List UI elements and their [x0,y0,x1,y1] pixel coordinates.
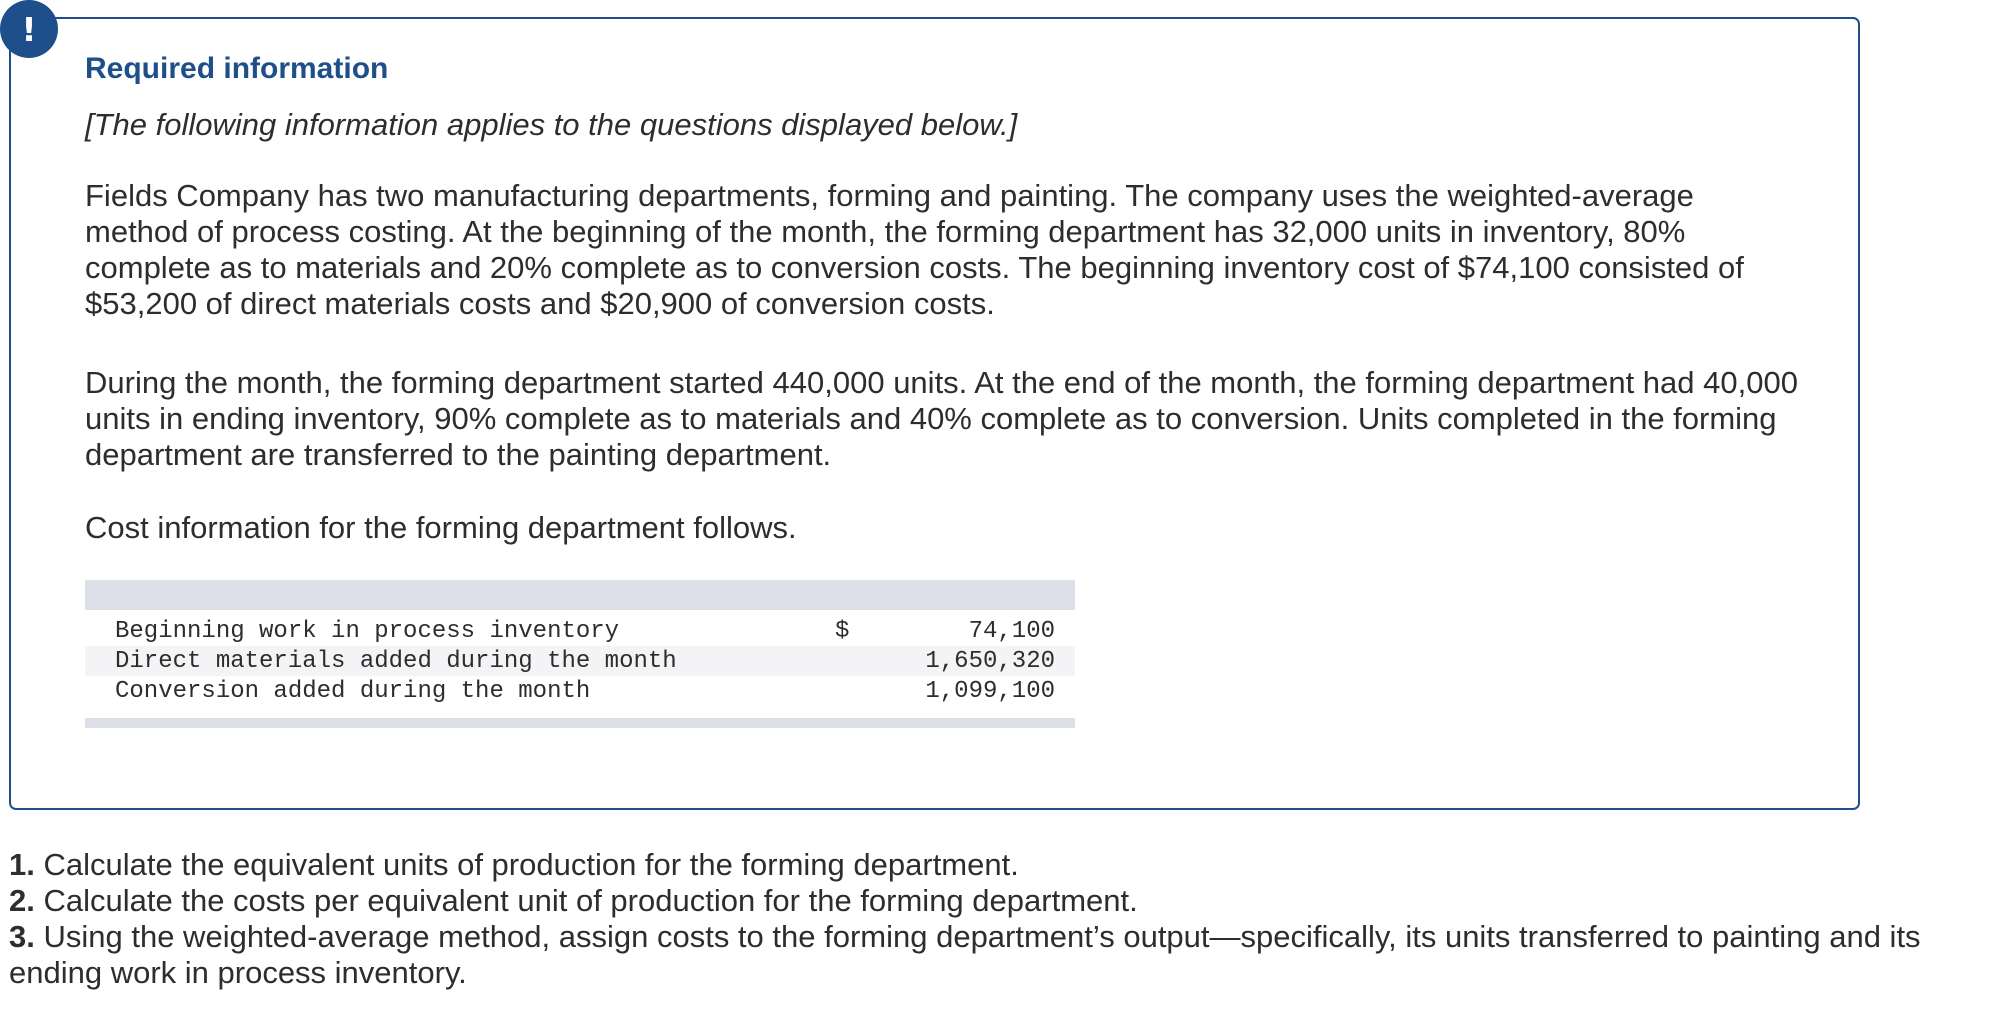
cost-information-table [85,580,1075,728]
row-label: Beginning work in process inventory [85,616,835,646]
question-item [9,919,1969,991]
alert-icon: ! [0,0,58,58]
question-text: Using the weighted-average method, assign costs to the forming department’s output—specifically, its units transferred to painting and its ending work in process inventory. [9,919,1921,990]
currency-symbol [835,676,885,706]
question-text: Calculate the equivalent units of production for the forming department. [43,847,1019,882]
paragraph-beginning-inventory: Fields Company has two manufacturing departments, forming and painting. The company uses the weighted-average method of process costing. At the beginning of the month, the forming department has 32,000 units in inventory, 80% complete as to materials and 20% complete as to conversion costs. The beginning inventory cost of $74,100 consisted of $53,200 of direct materials costs and $20,900 of conversion costs. [85,178,1744,321]
table-header-bar [85,580,1075,610]
row-label: Conversion added during the month [85,676,835,706]
question-number: 3. [9,919,35,954]
panel-subtitle: [The following information applies to the questions displayed below.] [85,107,1018,142]
table-row [85,676,1075,706]
table-footer-bar [85,718,1075,728]
currency-symbol: $ [835,616,885,646]
row-label: Direct materials added during the month [85,646,835,676]
currency-symbol [835,646,885,676]
row-amount: 1,099,100 [885,676,1075,706]
paragraph-cost-intro: Cost information for the forming department follows. [85,510,797,545]
panel-title: Required information [85,52,389,85]
paragraph-month-activity: During the month, the forming department started 440,000 units. At the end of the month, the forming department had 40,000 units in ending inventory, 90% complete as to materials and 40% complete as to conversion. Units completed in the forming department are transferred to the painting department. [85,365,1798,472]
question-item [9,883,1969,919]
question-number: 1. [9,847,35,882]
question-list [9,847,1969,991]
question-item [9,847,1969,883]
row-amount: 1,650,320 [885,646,1075,676]
table-row [85,646,1075,676]
question-text: Calculate the costs per equivalent unit of production for the forming department. [43,883,1138,918]
row-amount: 74,100 [885,616,1075,646]
question-number: 2. [9,883,35,918]
table-row [85,616,1075,646]
